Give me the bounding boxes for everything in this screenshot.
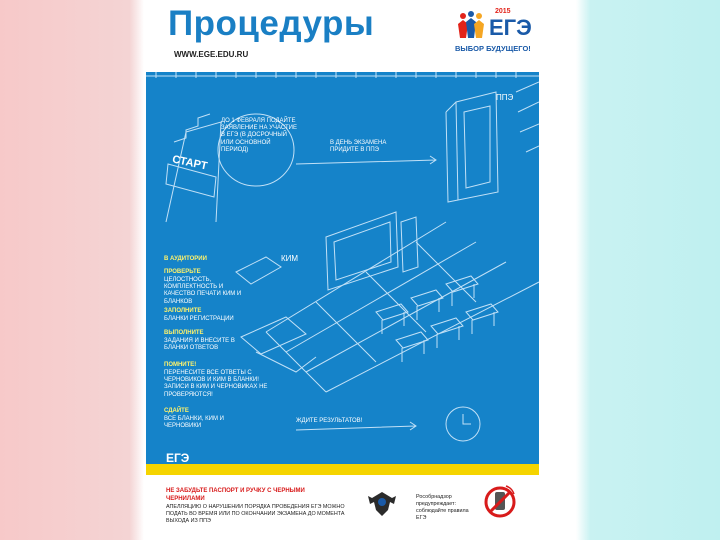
site-url[interactable]: WWW.EGE.EDU.RU bbox=[174, 50, 249, 59]
procedure-illustration bbox=[146, 72, 539, 464]
rosobrnadzor-text: Рособрнадзор предупреждает: соблюдайте правила ЕГЭ bbox=[416, 494, 469, 521]
do-text: ЗАДАНИЯ И ВНЕСИТЕ В БЛАНКИ ОТВЕТОВ bbox=[164, 338, 235, 352]
poster-title: Процедуры bbox=[168, 4, 375, 43]
ege-logo bbox=[451, 6, 551, 56]
no-phone-icon bbox=[482, 482, 518, 520]
bottom-code: ЕГЭ bbox=[166, 451, 190, 464]
sketch-illustration bbox=[146, 72, 539, 464]
ppe-sign: ППЭ bbox=[496, 93, 514, 102]
check-text: ЦЕЛОСТНОСТЬ, КОМПЛЕКТНОСТЬ И КАЧЕСТВО ПЕЧАТИ КИМ И БЛАНКОВ bbox=[164, 277, 242, 305]
step2-text: В ДЕНЬ ЭКЗАМЕНА ПРИДИТЕ В ППЭ bbox=[330, 140, 387, 154]
remember-heading: ПОМНИТЕ! bbox=[164, 362, 197, 368]
check-heading: ПРОВЕРЬТЕ bbox=[164, 269, 201, 275]
submit-text: ВСЕ БЛАНКИ, КИМ И ЧЕРНОВИКИ bbox=[164, 416, 224, 430]
rosobrnadzor-emblem-icon bbox=[364, 488, 400, 524]
passport-reminder: НЕ ЗАБУДЬТЕ ПАСПОРТ И РУЧКУ С ЧЕРНЫМИ ЧЕРНИЛАМИ bbox=[166, 488, 305, 502]
yellow-divider bbox=[146, 464, 539, 475]
do-heading: ВЫПОЛНИТЕ bbox=[164, 330, 204, 336]
fill-heading: ЗАПОЛНИТЕ bbox=[164, 308, 202, 314]
step1-text: ДО 1 ФЕВРАЛЯ ПОДАЙТЕ ЗАЯВЛЕНИЕ НА УЧАСТИЕ В ЕГЭ (В ДОСРОЧНЫЙ ИЛИ ОСНОВНОЙ ПЕРИОД) bbox=[221, 118, 297, 153]
fill-text: БЛАНКИ РЕГИСТРАЦИИ bbox=[164, 316, 234, 322]
logo-tagline: ВЫБОР БУДУЩЕГО! bbox=[455, 44, 531, 53]
appeal-text: АПЕЛЛЯЦИЮ О НАРУШЕНИИ ПОРЯДКА ПРОВЕДЕНИЯ ЕГЭ МОЖНО ПОДАТЬ ВО ВРЕМЯ ИЛИ ПО ОКОНЧАНИИ ЭКЗАМЕНА ДО МОМЕНТА ВЫХОДА ИЗ ППЭ bbox=[166, 504, 345, 524]
start-sign: СТАРТ bbox=[171, 153, 209, 173]
wait-text: ЖДИТЕ РЕЗУЛЬТАТОВ! bbox=[296, 418, 363, 424]
logo-year: 2015 bbox=[495, 8, 511, 15]
logo-name: ЕГЭ bbox=[489, 15, 532, 40]
remember-text: ПЕРЕНЕСИТЕ ВСЕ ОТВЕТЫ С ЧЕРНОВИКОВ И КИМ В БЛАНКИ! ЗАПИСИ В КИМ И ЧЕРНОВИКАХ НЕ ПРОВЕРЯЮТСЯ! bbox=[164, 370, 268, 398]
kim-label: КИМ bbox=[281, 254, 299, 263]
submit-heading: СДАЙТЕ bbox=[164, 408, 189, 414]
poster bbox=[146, 0, 565, 540]
ege-people-icon bbox=[455, 10, 487, 42]
in-class-heading: В АУДИТОРИИ bbox=[164, 256, 207, 262]
